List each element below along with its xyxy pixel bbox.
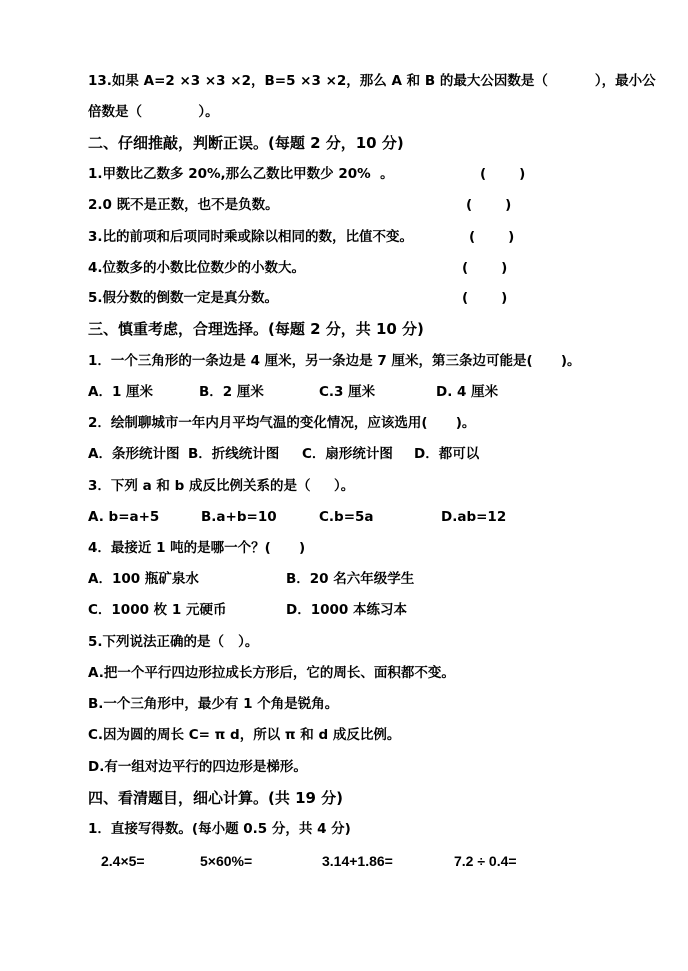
choice-q5-b: B.一个三角形中，最少有 1 个角是锐角。 xyxy=(88,696,339,712)
choice-q5-a: A.把一个平行四边形拉成长方形后，它的周长、面积都不变。 xyxy=(88,665,455,681)
calc-item-1: 2.4×5= xyxy=(101,853,145,869)
calc-item-4: 7.2 ÷ 0.4= xyxy=(454,853,517,869)
choice-q3-b: B.a+b=10 xyxy=(201,509,277,525)
judge-item-2: 2.0 既不是正数，也不是负数。 xyxy=(88,197,279,213)
choice-q1-c: C.3 厘米 xyxy=(319,384,376,400)
calc-item-2: 5×60%= xyxy=(200,853,253,869)
judge-blank-5: ( ) xyxy=(462,290,508,306)
judge-item-1: 1.甲数比乙数多 20%,那么乙数比甲数少 20% 。 xyxy=(88,166,394,182)
judge-item-5: 5.假分数的倒数一定是真分数。 xyxy=(88,290,279,306)
calc-item-3: 3.14+1.86= xyxy=(322,853,393,869)
choice-q1-b: B．2 厘米 xyxy=(199,384,264,400)
judge-blank-1: ( ) xyxy=(480,166,526,182)
choice-q4-stem: 4．最接近 1 吨的是哪一个？( ) xyxy=(88,540,306,556)
choice-q4-d: D．1000 本练习本 xyxy=(286,602,407,618)
choice-q5-stem: 5.下列说法正确的是（ ）。 xyxy=(88,634,259,650)
choice-q4-a: A．100 瓶矿泉水 xyxy=(88,571,199,587)
choice-q3-c: C.b=5a xyxy=(319,509,374,525)
judge-blank-4: ( ) xyxy=(462,260,508,276)
q13-line2: 倍数是（ ）。 xyxy=(88,104,219,120)
choice-q2-c: C．扇形统计图 xyxy=(302,446,393,462)
choice-q1-a: A．1 厘米 xyxy=(88,384,154,400)
choice-q4-b: B．20 名六年级学生 xyxy=(286,571,415,587)
choice-q2-b: B．折线统计图 xyxy=(188,446,280,462)
judge-blank-2: ( ) xyxy=(466,197,512,213)
judge-blank-3: ( ) xyxy=(469,229,515,245)
judge-item-3: 3.比的前项和后项同时乘或除以相同的数，比值不变。 xyxy=(88,229,414,245)
choice-q5-c: C.因为圆的周长 C= π d，所以 π 和 d 成反比例。 xyxy=(88,727,401,743)
choice-q3-a: A. b=a+5 xyxy=(88,509,160,525)
choice-q2-d: D．都可以 xyxy=(414,446,480,462)
choice-q5-d: D.有一组对边平行的四边形是梯形。 xyxy=(88,759,307,775)
judge-item-4: 4.位数多的小数比位数少的小数大。 xyxy=(88,260,306,276)
choice-q2-a: A．条形统计图 xyxy=(88,446,180,462)
choice-q1-stem: 1．一个三角形的一条边是 4 厘米，另一条边是 7 厘米，第三条边可能是( )。 xyxy=(88,353,581,369)
choice-q3-stem: 3．下列 a 和 b 成反比例关系的是（ ）。 xyxy=(88,478,355,494)
section3-title: 三、慎重考虑，合理选择。(每题 2 分，共 10 分) xyxy=(88,320,424,338)
section2-title: 二、仔细推敲，判断正误。(每题 2 分，10 分) xyxy=(88,134,404,152)
choice-q4-c: C．1000 枚 1 元硬币 xyxy=(88,602,227,618)
section4-sub1: 1．直接写得数。(每小题 0.5 分，共 4 分) xyxy=(88,821,351,837)
choice-q2-stem: 2．绘制聊城市一年内月平均气温的变化情况，应该选用( )。 xyxy=(88,415,476,431)
section4-title: 四、看清题目，细心计算。(共 19 分) xyxy=(88,789,344,807)
choice-q1-d: D. 4 厘米 xyxy=(436,384,499,400)
choice-q3-d: D.ab=12 xyxy=(441,509,507,525)
q13-line1: 13.如果 A=2 ×3 ×3 ×2，B=5 ×3 ×2，那么 A 和 B 的最大公因数是（ ），最小公 xyxy=(88,73,656,89)
